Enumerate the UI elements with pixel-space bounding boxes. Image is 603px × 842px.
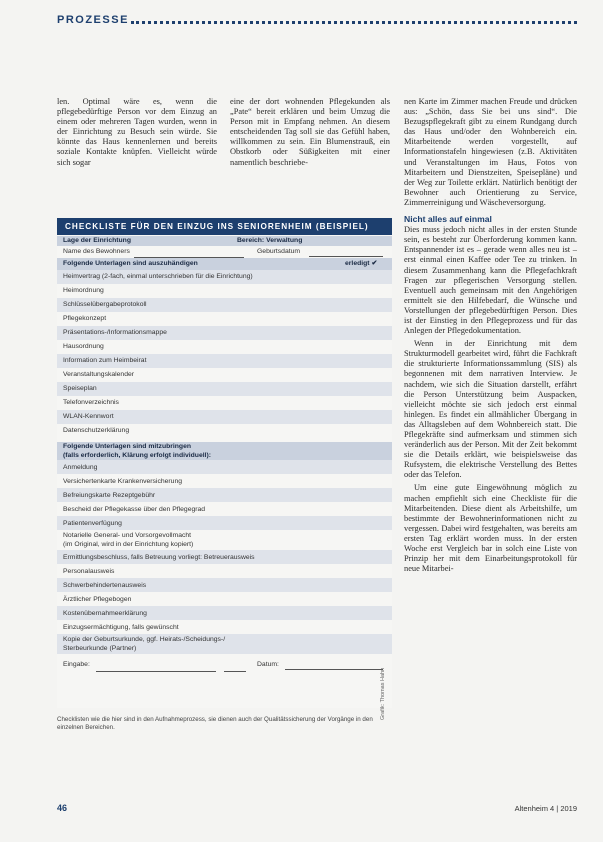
section-bring-note-label: (falls erforderlich, Klärung erfolgt individuell): — [63, 452, 212, 459]
checklist-item — [57, 298, 392, 312]
checklist-item-label: Telefonverzeichnis — [63, 399, 119, 406]
bereich-label: Bereich: Verwaltung — [237, 237, 303, 244]
checklist-item-label: Heimordnung — [63, 287, 104, 294]
checklist-item-label: Kopie der Geburtsurkunde, ggf. Heirats-/Scheidungs-/ — [63, 636, 226, 643]
checklist-item — [57, 340, 392, 354]
geburt-label: Geburtsdatum — [257, 248, 301, 255]
checklist-item — [57, 312, 392, 326]
checklist-item — [57, 620, 392, 634]
section-given-label: Folgende Unterlagen sind auszuhändigen — [63, 260, 198, 267]
geburt-field[interactable] — [309, 248, 383, 257]
checklist-item — [57, 396, 392, 410]
checklist-item — [57, 530, 392, 550]
eingabe-sign-field[interactable] — [224, 662, 246, 672]
checklist-item — [57, 284, 392, 298]
checklist-item-label: Einzugsermächtigung, falls gewünscht — [63, 624, 179, 631]
name-row-label: Name des Bewohners — [63, 248, 130, 255]
checklist-item — [57, 550, 392, 564]
lage-row-label: Lage der Einrichtung — [63, 237, 131, 244]
checklist-item — [57, 382, 392, 396]
paragraph: len. Optimal wäre es, wenn die pflegebedürftige Person vor dem Einzug an einem oder mehreren Tagen wurden, wenn in der Einrichtung zu Besuch sein würde. Sie könnte das Haus kennenlernen und bereits soziale Kontakte knüpfen. Vielleicht würde sich sogar — [57, 97, 217, 167]
column-middle-top — [230, 97, 390, 168]
checklist-item — [57, 368, 392, 382]
image-credit: Grafik: Thomas Hahn — [380, 667, 386, 720]
column-left-top — [57, 97, 217, 168]
checklist-item — [57, 606, 392, 620]
checklist-item — [57, 474, 392, 488]
checklist-item — [57, 460, 392, 474]
datum-field[interactable] — [285, 660, 383, 670]
page-number: 46 — [57, 803, 68, 813]
checklist-item-label: Ermittlungsbeschluss, falls Betreuung vorliegt: Betreuerausweis — [63, 554, 255, 561]
signature-row — [57, 658, 392, 672]
checklist-item-label: Veranstaltungskalender — [63, 371, 135, 378]
checklist-item — [57, 488, 392, 502]
checklist-footnote: Checklisten wie die hier sind in den Aufnahmeprozess, sie dienen auch der Qualitätssicherung der Vorgänge in den einzelnen Bereichen. — [57, 716, 373, 731]
checklist-item — [57, 634, 392, 654]
checklist-item-label: Heimvertrag (2-fach, einmal unterschrieben für die Einrichtung) — [63, 273, 253, 280]
checklist-item-label: Schlüsselübergabeprotokoll — [63, 301, 147, 308]
eingabe-field[interactable] — [96, 662, 216, 672]
section-bring-label: Folgende Unterlagen sind mitzubringen — [63, 443, 192, 450]
checklist-item-label: Schwerbehindertenausweis — [63, 582, 147, 589]
column-right — [404, 97, 577, 574]
section-title: PROZESSE — [57, 14, 129, 26]
section-bring-note — [57, 451, 392, 460]
checklist-item-label: Befreiungskarte Rezeptgebühr — [63, 492, 156, 499]
checklist-item — [57, 502, 392, 516]
checklist-item-label: Versichertenkarte Krankenversicherung — [63, 478, 183, 485]
checklist-item — [57, 592, 392, 606]
paragraph: eine der dort wohnenden Pflegekunden als „Pate“ bereit erklären und beim Umzug die Person mit in Empfang nehmen. An diesem entscheidenden Tag soll sie das Gefühl haben, willkommen zu sein. Ein Blumenstrauß, ein Obstkorb oder Süßigkeiten mit einer namentlich beschriebe- — [230, 97, 390, 167]
erledigt-label: erledigt ✔ — [345, 260, 378, 267]
checklist-item-label: Bescheid der Pflegekasse über den Pflegegrad — [63, 506, 206, 513]
checklist-item-label: Datenschutzerklärung — [63, 427, 130, 434]
magazine-issue: Altenheim 4 | 2019 — [514, 804, 577, 813]
checklist-item-label: Kostenübernahmeerklärung — [63, 610, 147, 617]
checklist-item — [57, 326, 392, 340]
paragraph: Dies muss jedoch nicht alles in der ersten Stunde sein, es besteht zur Überforderung kommen kann. Entspannender ist es – gerade wenn alles neu ist – erst einmal einen Kaffee oder Tee zu trinken. In diesem Zusammenhang kann die Pflegefachkraft Fragen zur pflegerischen Versorgung stellen. Eventuell auch gemeinsam mit den Angehörigen ermittelt sie den Hilfebedarf, die Wünsche und Vorstellungen der pflegebedürftigen Person. Dies ist der Einstieg in den Pflegeprozess und für das Anlegen der Pflegedokumentation. — [404, 225, 577, 336]
name-field[interactable] — [134, 249, 244, 258]
subheading: Nicht alles auf einmal — [404, 214, 492, 225]
checklist-item-label: Ärztlicher Pflegebogen — [63, 596, 132, 603]
checklist-item-sublabel: Sterbeurkunde (Partner) — [63, 645, 137, 652]
checklist-box — [57, 218, 392, 708]
paragraph: Wenn in der Einrichtung mit dem Strukturmodell gearbeitet wird, führt die Fachkraft die strukturierte Informationssammlung (SIS) als begonnenen mit dem narrativen Interview. Je nachdem, wie sich die Situation darstellt, erfährt die Person Unterstützung beim Auspacken, vielleicht möchte sie sich jedoch erst einmal hinlegen. Es findet ein allmählicher Übergang in das Alltagsleben auf dem Wohnbereich statt. Die Pflegekräfte sind aufmerksam und stimmen sich veränderlich aus der Person. Mit der Zeit bekommt sie die Details erklärt, wie beispielsweise das Rufsystem, die elektrische Verstellung des Bettes oder das Telefon. — [404, 339, 577, 480]
checklist-item — [57, 516, 392, 530]
running-header — [57, 14, 577, 32]
checklist-item-label: Information zum Heimbeirat — [63, 357, 147, 364]
checklist-title: CHECKLISTE FÜR DEN EINZUG INS SENIORENHEIM (BEISPIEL) — [57, 218, 392, 235]
checklist-item-label: Hausordnung — [63, 343, 104, 350]
checklist-item-label: Patientenverfügung — [63, 520, 122, 527]
checklist-item-label: Speiseplan — [63, 385, 97, 392]
name-row — [57, 246, 392, 258]
lage-row — [57, 236, 392, 246]
checklist-item-label: Personalausweis — [63, 568, 115, 575]
checklist-item-label: Präsentations-/Informationsmappe — [63, 329, 167, 336]
checklist-item — [57, 270, 392, 284]
paragraph: nen Karte im Zimmer machen Freude und drücken aus: „Schön, dass Sie bei uns sind“. Die Bezugspflegekraft gibt zu einem Rundgang durch das Haus und/oder den Wohnbereich ein. Mitarbeitende werden vorgestellt, auf Informationstafeln hingewiesen (z.B. Aktivitäten und Veranstaltungen im Haus, Fotos von Mitarbeitern und Dienstzeiten, Speisepläne) und der Weg zur Toilette erklärt. Natürlich benötigt der Bewohner auch Orientierung zu Service, Zimmerreinigung und Wäscheversorgung. — [404, 97, 577, 207]
datum-label: Datum: — [257, 661, 279, 668]
paragraph: Um eine gute Eingewöhnung möglich zu machen empfiehlt sich eine Checkliste für die Mitarbeitenden. Diese dient als Arbeitshilfe, um bestimmte der Bewohnerinformationen nicht zu vergessen. Dabei wird festgehalten, was bereits am ersten Tag erklärt worden muss. In der ersten Woche erst Vergleich bar in solch eine Liste von Prinzip her mit dem Einarbeitungsprotokoll für neue Mitarbei- — [404, 483, 577, 574]
checklist-item-label: Notarielle General- und Vorsorgevollmacht — [63, 532, 192, 539]
checklist-item — [57, 410, 392, 424]
section-bring — [57, 442, 392, 451]
checklist-item-label: WLAN-Kennwort — [63, 413, 114, 420]
checklist-item-label: Pflegekonzept — [63, 315, 107, 322]
section-given — [57, 258, 392, 270]
checklist-item — [57, 354, 392, 368]
checklist-item — [57, 564, 392, 578]
signature-row-label: Eingabe: — [63, 661, 90, 668]
checklist-item-sublabel: (im Original, wird in der Einrichtung kopiert) — [63, 541, 194, 548]
checklist-item-label: Anmeldung — [63, 464, 98, 471]
header-dotted-rule — [131, 21, 577, 24]
checklist-item — [57, 578, 392, 592]
checklist-item — [57, 424, 392, 438]
